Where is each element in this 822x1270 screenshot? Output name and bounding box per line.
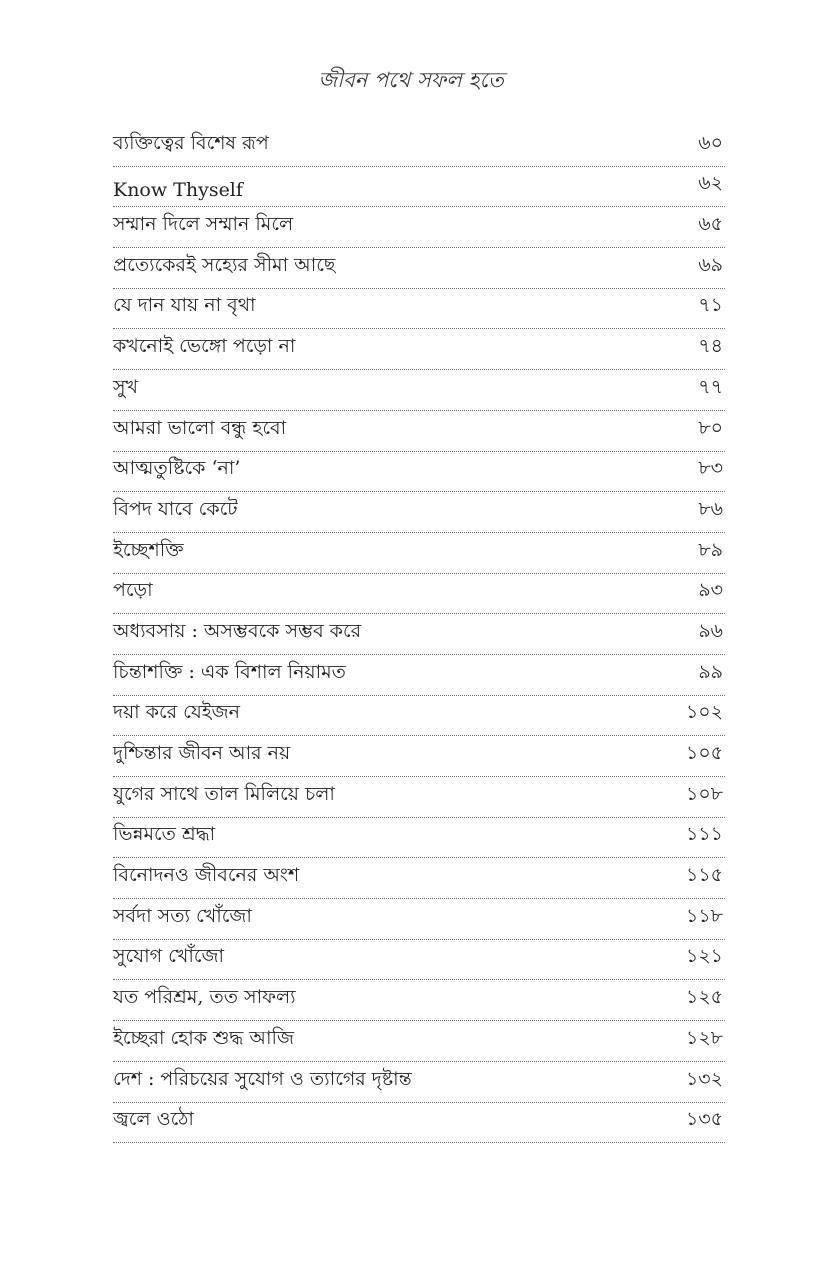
toc-entry-page: ৬০ [698,131,723,154]
toc-entry [113,329,725,370]
toc-entry-title: ব্যক্তিত্বের বিশেষ রূপ [113,131,269,154]
toc-entry-title: আমরা ভালো বন্ধু হবো [113,416,287,439]
toc-entry [113,207,725,248]
toc-entry [113,289,725,330]
toc-entry [113,1021,725,1062]
toc-entry-page: ৯৯ [698,660,723,683]
toc-entry-page: ৭৪ [698,335,723,358]
toc-entry-title: যে দান যায় না বৃথা [113,294,256,317]
toc-entry-title: অধ্যবসায় : অসম্ভবকে সম্ভব করে [113,619,362,642]
toc-entry-page: ১০৫ [685,742,723,764]
table-of-contents [113,126,725,1143]
toc-entry [113,452,725,493]
toc-entry-page: ৭৭ [698,375,723,398]
toc-entry [113,1062,725,1103]
toc-entry-page: ১১৮ [686,904,723,927]
toc-entry [113,696,725,737]
toc-entry-title: ইচ্ছেশক্তি [113,538,184,561]
toc-entry-page: ১২১ [685,945,723,968]
toc-entry-page: ৯৬ [698,619,723,642]
toc-entry-page: ৭১ [698,294,723,317]
toc-entry [113,655,725,696]
toc-entry-title: ইচ্ছেরা হোক শুদ্ধ আজি [113,1026,294,1049]
toc-entry-title: চিন্তাশক্তি : এক বিশাল নিয়ামত [113,660,346,683]
toc-entry-page: ৬৫ [698,213,723,236]
toc-entry-title: যুগের সাথে তাল মিলিয়ে চলা [113,782,335,805]
toc-entry-page: ১৩৫ [685,1108,723,1131]
toc-entry-title: সর্বদা সত্য খোঁজো [113,904,252,927]
toc-entry-page: ৮৩ [698,457,723,480]
toc-entry-title: ভিন্নমতে শ্রদ্ধা [113,823,216,846]
toc-entry-page: ৯৩ [698,579,723,602]
toc-entry [113,248,725,289]
toc-entry-page: ৮০ [698,416,723,439]
running-head-title: জীবন পথে সফল হতে [318,68,504,92]
toc-entry [113,574,725,615]
toc-entry-page: ৮৬ [698,497,723,520]
toc-entry [113,126,725,167]
toc-entry [113,736,725,777]
toc-entry-title: দেশ : পরিচয়ের সুযোগ ও ত্যাগের দৃষ্টান্ত [113,1067,412,1090]
toc-entry [113,818,725,859]
toc-entry-page: ৮৯ [698,538,723,561]
toc-entry [113,533,725,574]
toc-entry-title: যত পরিশ্রম, তত সাফল্য [113,986,296,1009]
toc-entry [113,777,725,818]
toc-entry-page: ১২৮ [685,1026,723,1049]
toc-entry-title: Know Thyself [113,179,243,202]
toc-entry [113,899,725,940]
toc-entry [113,411,725,452]
toc-entry [113,614,725,655]
toc-entry-title: দুশ্চিন্তার জীবন আর নয় [113,742,291,764]
toc-entry-title: সম্মান দিলে সম্মান মিলে [113,213,294,236]
toc-entry-page: ১০২ [685,701,723,724]
toc-entry-title: সুখ [113,375,139,398]
toc-entry [113,940,725,981]
toc-entry [113,167,725,208]
toc-entry-title: পড়ো [113,579,153,602]
toc-entry-page: ১২৫ [685,986,723,1009]
toc-entry-title: দয়া করে যেইজন [113,701,241,724]
toc-entry-page: ১০৮ [685,782,723,805]
toc-entry-page: ১৩২ [685,1067,723,1090]
toc-entry-title: জ্বলে ওঠো [113,1108,194,1131]
toc-entry-title: বিনোদনও জীবনের অংশ [113,864,300,887]
toc-entry-title: সুযোগ খোঁজো [113,945,224,968]
toc-entry-page: ১১৫ [686,864,723,887]
toc-entry-title: কখনোই ভেঙ্গো পড়ো না [113,335,296,358]
toc-entry-page: ৬৯ [698,253,723,276]
toc-entry-title: প্রত্যেকেরই সহ্যের সীমা আছে [113,253,336,276]
toc-entry-page: ১১১ [686,823,723,846]
toc-entry [113,492,725,533]
toc-entry-title: বিপদ যাবে কেটে [113,497,238,520]
toc-entry-page: ৬২ [698,172,723,195]
toc-entry [113,370,725,411]
toc-entry [113,1103,725,1144]
toc-entry [113,858,725,899]
toc-entry [113,980,725,1021]
toc-entry-title: আত্মতুষ্টিকে ‘না’ [113,457,241,480]
